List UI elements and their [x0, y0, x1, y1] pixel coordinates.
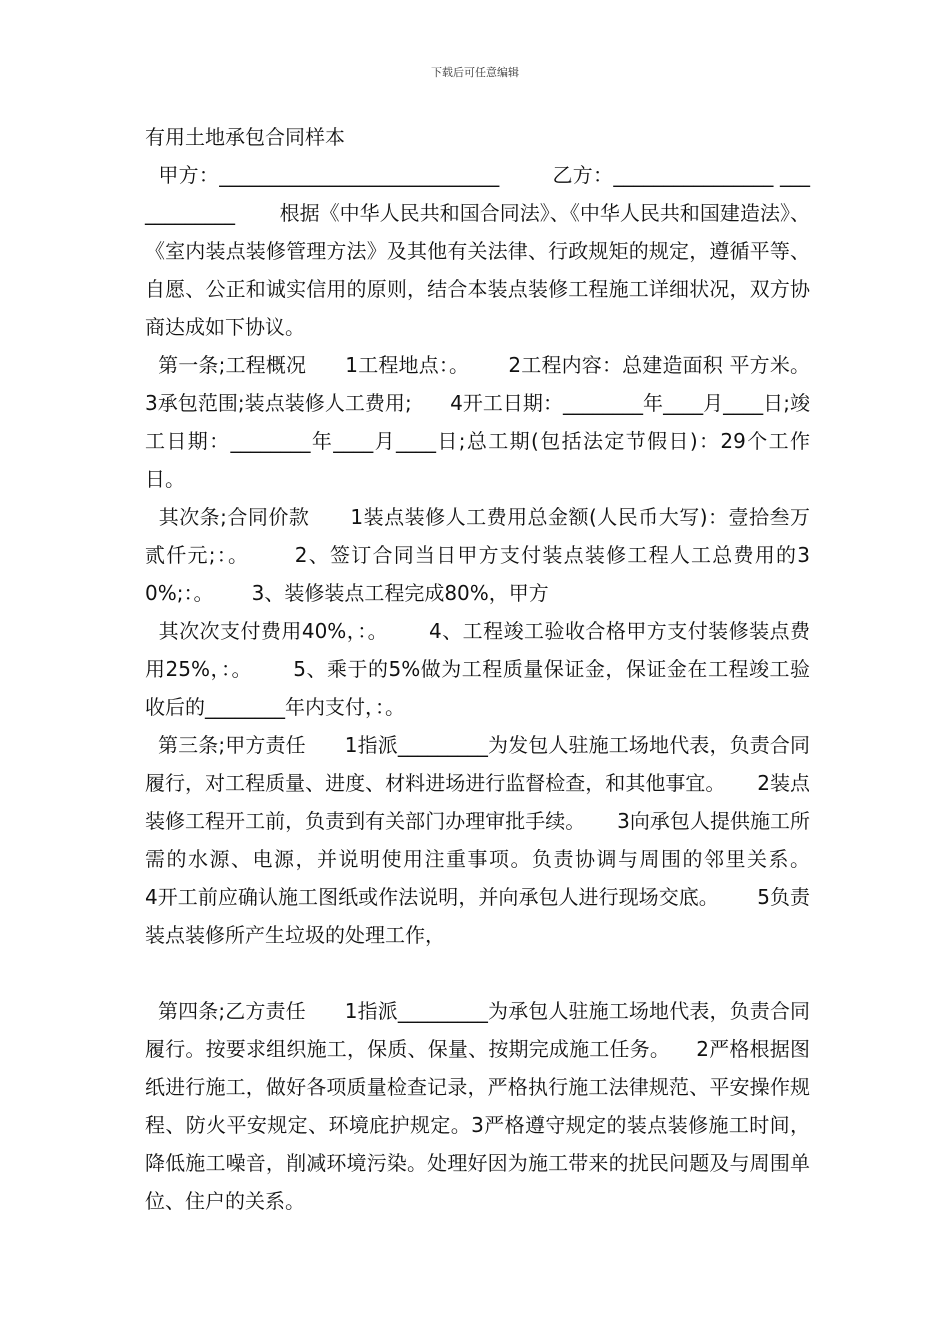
paragraph-article-1: 第一条;工程概况 1工程地点：。 2工程内容：总建造面积 平方米。 3承包范围;装点装修人工费用; 4开工日期：________年____月____日;竣工日期：________年____月____日;总工期(包括法定节假日)：29个工作日。 [145, 353, 842, 491]
paragraph-article-4: 第四条;乙方责任 1指派_________为承包人驻施工场地代表，负责合同履行。按要求组织施工，保质、保量、按期完成施工任务。 2严格根据图纸进行施工，做好各项质量检查记录，严格执行施工法律规范、平安操作规程、防火平安规定、环境庇护规定。3严格遵守规定的装点装修施工时间，降低施工噪音，削减环境污染。处理好因为施工带来的扰民问题及与周围单位、住户的关系。 [145, 999, 810, 1213]
document-title: 有用土地承包合同样本 [145, 125, 345, 149]
page-header: 下载后可任意编辑 [431, 66, 519, 79]
paragraph-article-3: 第三条;甲方责任 1指派_________为发包人驻施工场地代表，负责合同履行，对工程质量、进度、材料进场进行监督检查，和其他事宜。 2装点装修工程开工前，负责到有关部门办理审批手续。 3向承包人提供施工所需的水源、电源，并说明使用注重事项。负责协调与周围的邻里关系。 4开工前应确认施工图纸或作法说明，并向承包人进行现场交底。 5负责装点装修所产生垃圾的处理工作， [145, 733, 849, 947]
paragraph-article-2: 其次条;合同价款 1装点装修人工费用总金额(人民币大写)：壹拾叁万贰仟元;：。 2、签订合同当日甲方支付装点装修工程人工总费用的30%;：。 3、装修装点工程完成80%，甲方 [145, 505, 811, 605]
paragraph-article-2-cont: 其次次支付费用40%，：。 4、工程竣工验收合格甲方支付装修装点费用25%，：。 5、乘于的5%做为工程质量保证金，保证金在工程竣工验收后的________年内支付，：。 [145, 619, 810, 719]
paragraph-preamble: 甲方：____________________________ 乙方：________________ ____________ 根据《中华人民共和国合同法》、《中华人民共和国建造法》、《室内装点装修管理方法》及其他有关法律、行政规矩的规定，遵循平等、自愿、公正和诚实信用的原则，结合本装点装修工程施工详细状况，双方协商达成如下协议。 [145, 163, 810, 339]
